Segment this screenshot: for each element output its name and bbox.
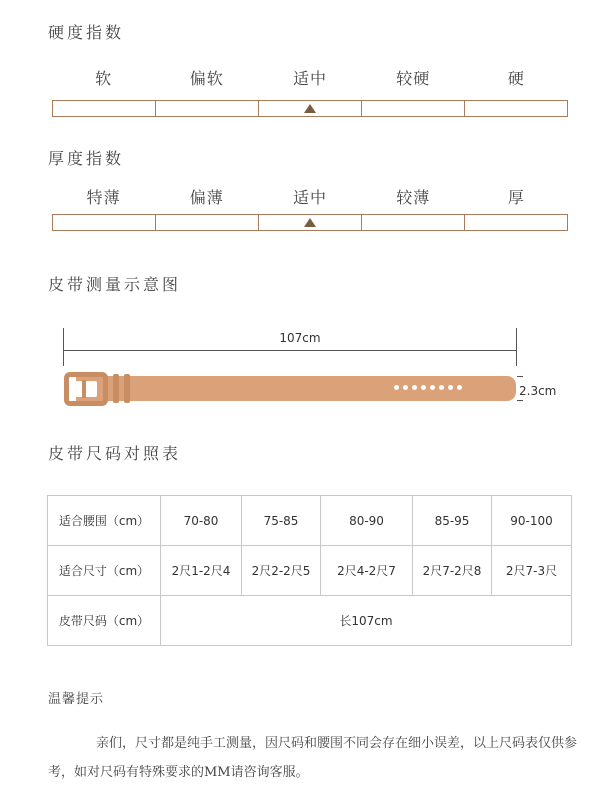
table-cell: 2尺7-3尺: [492, 546, 572, 596]
thickness-labels: [52, 185, 568, 208]
length-tick-left: [63, 328, 64, 366]
thickness-level: 厚: [507, 188, 525, 207]
table-cell: 2尺7-2尺8: [413, 546, 492, 596]
thickness-cell: [259, 215, 362, 230]
hardness-cell: [465, 101, 567, 116]
hardness-cell: [53, 101, 156, 116]
belt-hole: [448, 385, 453, 390]
thickness-title: 厚度指数: [48, 149, 125, 168]
table-cell: 90-100: [492, 496, 572, 546]
row-header: 适合尺寸（cm）: [48, 546, 161, 596]
hardness-level: 软: [95, 69, 113, 88]
thickness-level: 适中: [293, 188, 328, 207]
belt-hole: [430, 385, 435, 390]
hardness-title: 硬度指数: [48, 23, 125, 42]
buckle-opening: [75, 381, 97, 397]
thickness-cell: [53, 215, 156, 230]
tips-title: 温馨提示: [48, 692, 105, 707]
thickness-level: 较薄: [396, 188, 431, 207]
size-chart-title: 皮带尺码对照表: [48, 444, 182, 463]
belt-keeper: [113, 374, 119, 403]
belt-hole: [403, 385, 408, 390]
hardness-level: 偏软: [189, 69, 224, 88]
belt-keeper: [124, 374, 130, 403]
buckle-pin-icon: [82, 380, 86, 398]
hardness-cell: [156, 101, 259, 116]
table-row: [48, 546, 572, 596]
width-label: 2.3cm: [519, 384, 557, 398]
hardness-cell: [362, 101, 465, 116]
hardness-cell: [259, 101, 362, 116]
thickness-cell: [362, 215, 465, 230]
belt-hole: [412, 385, 417, 390]
table-cell: 2尺4-2尺7: [321, 546, 413, 596]
thickness-cell: [465, 215, 567, 230]
table-cell: 80-90: [321, 496, 413, 546]
row-header: 适合腰围（cm）: [48, 496, 161, 546]
hardness-scale-bar: [52, 100, 568, 117]
thickness-scale-bar: [52, 214, 568, 231]
thickness-marker-icon: [304, 218, 316, 227]
table-cell: 2尺1-2尺4: [161, 546, 242, 596]
tips-text: 亲们，尺寸都是纯手工测量，因尺码和腰围不同会存在细小误差，以上尺码表仅供参考，如对尺码有特殊要求的MM请咨询客服。: [48, 736, 578, 780]
belt-size-cell: 长107cm: [161, 596, 572, 646]
thickness-level: 特薄: [86, 188, 121, 207]
hardness-level: 适中: [293, 69, 328, 88]
table-cell: 75-85: [242, 496, 321, 546]
thickness-cell: [156, 215, 259, 230]
length-label: 107cm: [279, 331, 321, 345]
length-tick-right: [516, 328, 517, 366]
hardness-labels: [52, 66, 568, 89]
belt-hole: [439, 385, 444, 390]
belt-holes: [394, 385, 462, 390]
length-dimension-line: [63, 350, 517, 351]
belt-hole: [421, 385, 426, 390]
table-cell: 85-95: [413, 496, 492, 546]
belt-hole: [457, 385, 462, 390]
row-header: 皮带尺码（cm）: [48, 596, 161, 646]
thickness-level: 偏薄: [189, 188, 224, 207]
size-table: [47, 495, 572, 646]
table-cell: 70-80: [161, 496, 242, 546]
diagram-title: 皮带测量示意图: [48, 275, 182, 294]
belt-hole: [394, 385, 399, 390]
table-cell: 2尺2-2尺5: [242, 546, 321, 596]
hardness-level: 较硬: [396, 69, 431, 88]
hardness-level: 硬: [507, 69, 525, 88]
table-row: [48, 496, 572, 546]
hardness-marker-icon: [304, 104, 316, 113]
table-row: [48, 596, 572, 646]
